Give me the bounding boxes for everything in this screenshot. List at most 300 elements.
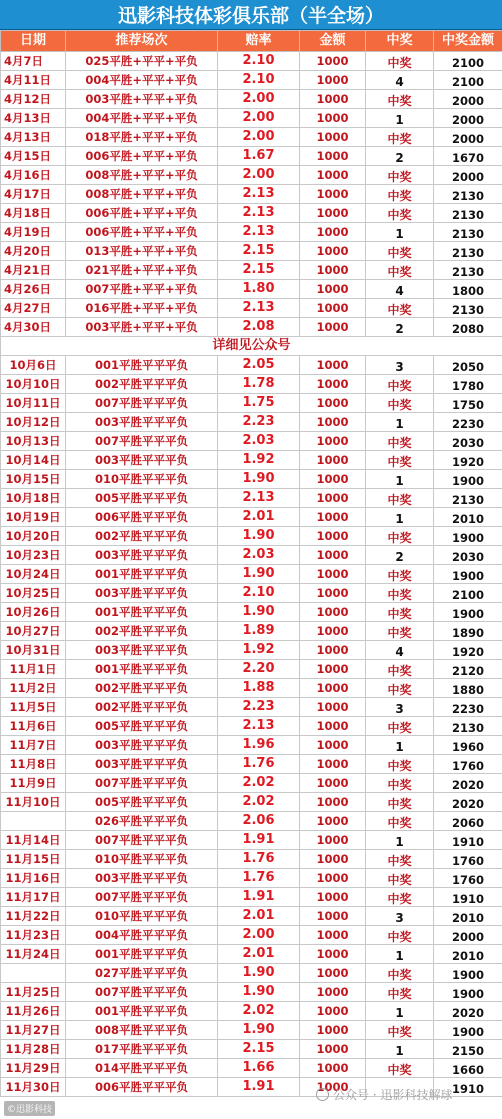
separator-text: 详细见公众号 <box>1 337 502 356</box>
pick-cell: 018平胜+平平+平负 <box>66 128 218 147</box>
table-row <box>1 489 502 508</box>
table-row <box>1 698 502 717</box>
pick-cell: 005平胜平平平负 <box>66 793 218 812</box>
amount-cell: 1000 <box>300 71 366 90</box>
table-row <box>1 356 502 375</box>
amount-cell: 1000 <box>300 432 366 451</box>
hit-cell: 1 <box>366 413 434 432</box>
table-row <box>1 280 502 299</box>
date-cell: 4月11日 <box>1 71 66 90</box>
hit-cell: 1 <box>366 1002 434 1021</box>
odds-cell: 2.10 <box>218 71 300 90</box>
pick-cell: 007平胜平平平负 <box>66 888 218 907</box>
hit-cell: 中奖 <box>366 242 434 261</box>
prize-cell: 2130 <box>434 204 502 223</box>
pick-cell: 013平胜+平平+平负 <box>66 242 218 261</box>
hit-cell: 中奖 <box>366 774 434 793</box>
odds-cell: 1.90 <box>218 565 300 584</box>
date-cell: 11月29日 <box>1 1059 66 1078</box>
odds-cell: 1.76 <box>218 755 300 774</box>
table-row <box>1 679 502 698</box>
hit-cell: 2 <box>366 147 434 166</box>
date-cell: 4月30日 <box>1 318 66 337</box>
hit-cell: 2 <box>366 318 434 337</box>
hit-cell: 中奖 <box>366 622 434 641</box>
date-cell: 11月28日 <box>1 1040 66 1059</box>
prize-cell: 1670 <box>434 147 502 166</box>
hit-cell: 中奖 <box>366 489 434 508</box>
hit-cell: 中奖 <box>366 888 434 907</box>
prize-cell: 1910 <box>434 888 502 907</box>
odds-cell: 1.78 <box>218 375 300 394</box>
amount-cell: 1000 <box>300 584 366 603</box>
date-cell: 11月9日 <box>1 774 66 793</box>
date-cell: 4月20日 <box>1 242 66 261</box>
table-row <box>1 869 502 888</box>
date-cell: 10月11日 <box>1 394 66 413</box>
hit-cell: 中奖 <box>366 603 434 622</box>
date-cell: 11月30日 <box>1 1078 66 1097</box>
header-date: 日期 <box>1 31 66 52</box>
amount-cell: 1000 <box>300 831 366 850</box>
prize-cell: 1760 <box>434 869 502 888</box>
table-row <box>1 223 502 242</box>
prize-cell: 2020 <box>434 1002 502 1021</box>
hit-cell: 1 <box>366 508 434 527</box>
prize-cell: 2230 <box>434 698 502 717</box>
amount-cell: 1000 <box>300 527 366 546</box>
table-row <box>1 793 502 812</box>
odds-cell: 1.90 <box>218 470 300 489</box>
pick-cell: 007平胜平平平负 <box>66 394 218 413</box>
prize-cell: 2000 <box>434 926 502 945</box>
pick-cell: 008平胜+平平+平负 <box>66 185 218 204</box>
hit-cell: 中奖 <box>366 660 434 679</box>
hit-cell: 中奖 <box>366 451 434 470</box>
pick-cell: 008平胜+平平+平负 <box>66 166 218 185</box>
prize-cell: 2130 <box>434 223 502 242</box>
date-cell: 10月20日 <box>1 527 66 546</box>
date-cell: 11月5日 <box>1 698 66 717</box>
date-cell: 10月6日 <box>1 356 66 375</box>
hit-cell: 1 <box>366 945 434 964</box>
table-row <box>1 907 502 926</box>
hit-cell: 1 <box>366 1040 434 1059</box>
amount-cell: 1000 <box>300 850 366 869</box>
amount-cell: 1000 <box>300 888 366 907</box>
date-cell: 4月21日 <box>1 261 66 280</box>
prize-cell: 2130 <box>434 717 502 736</box>
odds-cell: 2.13 <box>218 185 300 204</box>
hit-cell: 中奖 <box>366 793 434 812</box>
table-row <box>1 660 502 679</box>
odds-cell: 2.01 <box>218 945 300 964</box>
prize-cell: 1800 <box>434 280 502 299</box>
amount-cell: 1000 <box>300 242 366 261</box>
pick-cell: 006平胜平平平负 <box>66 1078 218 1097</box>
hit-cell: 1 <box>366 831 434 850</box>
table-row <box>1 147 502 166</box>
odds-cell: 2.10 <box>218 584 300 603</box>
amount-cell: 1000 <box>300 394 366 413</box>
hit-cell: 中奖 <box>366 52 434 71</box>
odds-cell: 2.01 <box>218 508 300 527</box>
header-odds: 赔率 <box>218 31 300 52</box>
table-row <box>1 185 502 204</box>
hit-cell: 1 <box>366 736 434 755</box>
date-cell: 4月19日 <box>1 223 66 242</box>
page-title: 迅影科技体彩俱乐部（半全场） <box>0 0 502 30</box>
date-cell: 11月25日 <box>1 983 66 1002</box>
odds-cell: 1.91 <box>218 831 300 850</box>
pick-cell: 010平胜平平平负 <box>66 907 218 926</box>
pick-cell: 007平胜平平平负 <box>66 831 218 850</box>
pick-cell: 027平胜平平平负 <box>66 964 218 983</box>
prize-cell: 2020 <box>434 793 502 812</box>
odds-cell: 2.13 <box>218 489 300 508</box>
pick-cell: 008平胜平平平负 <box>66 1021 218 1040</box>
prize-cell: 2000 <box>434 128 502 147</box>
prize-cell: 2130 <box>434 489 502 508</box>
hit-cell: 3 <box>366 356 434 375</box>
pick-cell: 004平胜+平平+平负 <box>66 71 218 90</box>
table-row <box>1 1021 502 1040</box>
table-row <box>1 641 502 660</box>
table-row <box>1 52 502 71</box>
pick-cell: 001平胜平平平负 <box>66 945 218 964</box>
table-row <box>1 983 502 1002</box>
table-row <box>1 242 502 261</box>
hit-cell: 中奖 <box>366 299 434 318</box>
odds-cell: 2.08 <box>218 318 300 337</box>
odds-cell: 1.90 <box>218 983 300 1002</box>
prize-cell: 2020 <box>434 774 502 793</box>
table-row <box>1 109 502 128</box>
prize-cell: 2050 <box>434 356 502 375</box>
odds-cell: 1.75 <box>218 394 300 413</box>
date-cell: 10月12日 <box>1 413 66 432</box>
table-row <box>1 1002 502 1021</box>
table-row <box>1 299 502 318</box>
date-cell: 4月17日 <box>1 185 66 204</box>
prize-cell: 1900 <box>434 527 502 546</box>
hit-cell: 2 <box>366 546 434 565</box>
pick-cell: 005平胜平平平负 <box>66 489 218 508</box>
prize-cell: 2030 <box>434 432 502 451</box>
pick-cell: 003平胜平平平负 <box>66 584 218 603</box>
prize-cell: 1880 <box>434 679 502 698</box>
amount-cell: 1000 <box>300 1059 366 1078</box>
date-cell: 10月27日 <box>1 622 66 641</box>
prize-cell: 2100 <box>434 71 502 90</box>
pick-cell: 003平胜平平平负 <box>66 869 218 888</box>
table-row <box>1 128 502 147</box>
amount-cell: 1000 <box>300 679 366 698</box>
prize-cell: 2010 <box>434 945 502 964</box>
odds-cell: 1.89 <box>218 622 300 641</box>
date-cell: 4月12日 <box>1 90 66 109</box>
pick-cell: 004平胜+平平+平负 <box>66 109 218 128</box>
pick-cell: 006平胜平平平负 <box>66 508 218 527</box>
amount-cell: 1000 <box>300 565 366 584</box>
table-row <box>1 603 502 622</box>
amount-cell: 1000 <box>300 375 366 394</box>
table-row <box>1 90 502 109</box>
pick-cell: 002平胜平平平负 <box>66 527 218 546</box>
hit-cell: 中奖 <box>366 565 434 584</box>
odds-cell: 2.23 <box>218 698 300 717</box>
odds-cell: 1.67 <box>218 147 300 166</box>
odds-cell: 2.02 <box>218 774 300 793</box>
prize-cell: 1900 <box>434 565 502 584</box>
pick-cell: 007平胜平平平负 <box>66 774 218 793</box>
prize-cell: 1920 <box>434 451 502 470</box>
header-pick: 推荐场次 <box>66 31 218 52</box>
prize-cell: 1920 <box>434 641 502 660</box>
hit-cell: 中奖 <box>366 527 434 546</box>
table-row <box>1 831 502 850</box>
hit-cell: 中奖 <box>366 185 434 204</box>
separator-row <box>1 337 502 356</box>
table-row <box>1 318 502 337</box>
prize-cell: 1900 <box>434 1021 502 1040</box>
date-cell: 4月15日 <box>1 147 66 166</box>
date-cell: 11月24日 <box>1 945 66 964</box>
date-cell: 11月22日 <box>1 907 66 926</box>
hit-cell: 中奖 <box>366 850 434 869</box>
amount-cell: 1000 <box>300 869 366 888</box>
date-cell: 10月23日 <box>1 546 66 565</box>
amount-cell: 1000 <box>300 926 366 945</box>
hit-cell: 中奖 <box>366 432 434 451</box>
odds-cell: 1.96 <box>218 736 300 755</box>
hit-cell: 中奖 <box>366 964 434 983</box>
table-row <box>1 736 502 755</box>
prize-cell: 2030 <box>434 546 502 565</box>
amount-cell: 1000 <box>300 280 366 299</box>
date-cell: 10月19日 <box>1 508 66 527</box>
prize-cell: 2130 <box>434 261 502 280</box>
date-cell: 11月26日 <box>1 1002 66 1021</box>
pick-cell: 001平胜平平平负 <box>66 356 218 375</box>
prize-cell: 1900 <box>434 983 502 1002</box>
amount-cell: 1000 <box>300 736 366 755</box>
table-row <box>1 774 502 793</box>
pick-cell: 002平胜平平平负 <box>66 698 218 717</box>
amount-cell: 1000 <box>300 489 366 508</box>
table-row <box>1 964 502 983</box>
date-cell: 10月18日 <box>1 489 66 508</box>
amount-cell: 1000 <box>300 299 366 318</box>
amount-cell: 1000 <box>300 109 366 128</box>
hit-cell: 1 <box>366 223 434 242</box>
date-cell <box>1 812 66 831</box>
odds-cell: 2.00 <box>218 166 300 185</box>
hit-cell: 中奖 <box>366 90 434 109</box>
odds-cell: 1.92 <box>218 451 300 470</box>
amount-cell: 1000 <box>300 546 366 565</box>
date-cell: 10月14日 <box>1 451 66 470</box>
prize-cell: 1960 <box>434 736 502 755</box>
hit-cell: 4 <box>366 280 434 299</box>
prize-cell: 2130 <box>434 242 502 261</box>
prize-cell: 2010 <box>434 508 502 527</box>
amount-cell: 1000 <box>300 470 366 489</box>
odds-cell: 2.00 <box>218 128 300 147</box>
pick-cell: 005平胜平平平负 <box>66 717 218 736</box>
table-header-row <box>1 31 502 52</box>
hit-cell: 中奖 <box>366 1021 434 1040</box>
amount-cell: 1000 <box>300 698 366 717</box>
header-amount: 金额 <box>300 31 366 52</box>
prize-cell: 1760 <box>434 850 502 869</box>
pick-cell: 003平胜平平平负 <box>66 546 218 565</box>
pick-cell: 006平胜+平平+平负 <box>66 204 218 223</box>
amount-cell: 1000 <box>300 660 366 679</box>
amount-cell: 1000 <box>300 223 366 242</box>
date-cell: 11月10日 <box>1 793 66 812</box>
prize-cell: 1890 <box>434 622 502 641</box>
prize-cell: 2010 <box>434 907 502 926</box>
date-cell: 11月6日 <box>1 717 66 736</box>
odds-cell: 2.15 <box>218 261 300 280</box>
amount-cell: 1000 <box>300 603 366 622</box>
pick-cell: 010平胜平平平负 <box>66 470 218 489</box>
table-row <box>1 1059 502 1078</box>
amount-cell: 1000 <box>300 907 366 926</box>
pick-cell: 001平胜平平平负 <box>66 565 218 584</box>
date-cell: 4月16日 <box>1 166 66 185</box>
pick-cell: 003平胜平平平负 <box>66 451 218 470</box>
pick-cell: 007平胜+平平+平负 <box>66 280 218 299</box>
pick-cell: 001平胜平平平负 <box>66 603 218 622</box>
pick-cell: 002平胜平平平负 <box>66 679 218 698</box>
pick-cell: 003平胜+平平+平负 <box>66 90 218 109</box>
amount-cell: 1000 <box>300 983 366 1002</box>
prize-cell: 1780 <box>434 375 502 394</box>
header-hit: 中奖 <box>366 31 434 52</box>
date-cell: 4月7日 <box>1 52 66 71</box>
prize-cell: 1910 <box>434 831 502 850</box>
odds-cell: 2.23 <box>218 413 300 432</box>
watermark-right-text: 公众号 · 迅影科技解球 <box>333 1088 453 1102</box>
prize-cell: 2100 <box>434 52 502 71</box>
amount-cell: 1000 <box>300 128 366 147</box>
amount-cell: 1000 <box>300 318 366 337</box>
amount-cell: 1000 <box>300 755 366 774</box>
amount-cell: 1000 <box>300 508 366 527</box>
amount-cell: 1000 <box>300 717 366 736</box>
table-row <box>1 71 502 90</box>
date-cell: 11月23日 <box>1 926 66 945</box>
pick-cell: 025平胜+平平+平负 <box>66 52 218 71</box>
pick-cell: 026平胜平平平负 <box>66 812 218 831</box>
amount-cell: 1000 <box>300 793 366 812</box>
hit-cell: 4 <box>366 641 434 660</box>
amount-cell: 1000 <box>300 641 366 660</box>
pick-cell: 001平胜平平平负 <box>66 1002 218 1021</box>
pick-cell: 006平胜+平平+平负 <box>66 223 218 242</box>
odds-cell: 1.91 <box>218 1078 300 1097</box>
pick-cell: 003平胜平平平负 <box>66 755 218 774</box>
hit-cell: 中奖 <box>366 1059 434 1078</box>
table-row <box>1 261 502 280</box>
amount-cell: 1000 <box>300 204 366 223</box>
table-row <box>1 546 502 565</box>
odds-cell: 1.90 <box>218 527 300 546</box>
odds-cell: 2.02 <box>218 793 300 812</box>
odds-cell: 2.13 <box>218 717 300 736</box>
table-row <box>1 584 502 603</box>
pick-cell: 003平胜+平平+平负 <box>66 318 218 337</box>
table-row <box>1 717 502 736</box>
odds-cell: 2.03 <box>218 546 300 565</box>
table-row <box>1 166 502 185</box>
date-cell: 11月8日 <box>1 755 66 774</box>
hit-cell: 4 <box>366 71 434 90</box>
date-cell: 11月15日 <box>1 850 66 869</box>
amount-cell: 1000 <box>300 90 366 109</box>
hit-cell: 中奖 <box>366 755 434 774</box>
table-row <box>1 850 502 869</box>
prize-cell: 2000 <box>434 90 502 109</box>
amount-cell: 1000 <box>300 166 366 185</box>
table-row <box>1 375 502 394</box>
table-row <box>1 755 502 774</box>
date-cell: 10月10日 <box>1 375 66 394</box>
odds-cell: 1.66 <box>218 1059 300 1078</box>
amount-cell: 1000 <box>300 964 366 983</box>
prize-cell: 2130 <box>434 185 502 204</box>
pick-cell: 002平胜平平平负 <box>66 622 218 641</box>
prize-cell: 2080 <box>434 318 502 337</box>
prize-cell: 2000 <box>434 109 502 128</box>
odds-cell: 2.13 <box>218 204 300 223</box>
amount-cell: 1000 <box>300 622 366 641</box>
date-cell: 4月26日 <box>1 280 66 299</box>
date-cell: 4月13日 <box>1 109 66 128</box>
table-row <box>1 527 502 546</box>
date-cell: 11月27日 <box>1 1021 66 1040</box>
odds-cell: 1.76 <box>218 850 300 869</box>
date-cell: 11月7日 <box>1 736 66 755</box>
prize-cell: 2130 <box>434 299 502 318</box>
odds-cell: 2.05 <box>218 356 300 375</box>
hit-cell: 中奖 <box>366 679 434 698</box>
amount-cell: 1000 <box>300 185 366 204</box>
odds-cell: 2.01 <box>218 907 300 926</box>
prize-cell: 2100 <box>434 584 502 603</box>
pick-cell: 002平胜平平平负 <box>66 375 218 394</box>
amount-cell: 1000 <box>300 261 366 280</box>
odds-cell: 2.10 <box>218 52 300 71</box>
date-cell: 11月1日 <box>1 660 66 679</box>
amount-cell: 1000 <box>300 774 366 793</box>
odds-cell: 2.13 <box>218 223 300 242</box>
date-cell: 10月24日 <box>1 565 66 584</box>
pick-cell: 017平胜平平平负 <box>66 1040 218 1059</box>
amount-cell: 1000 <box>300 356 366 375</box>
prize-cell: 1900 <box>434 470 502 489</box>
odds-cell: 2.00 <box>218 926 300 945</box>
prize-cell: 1760 <box>434 755 502 774</box>
header-prize: 中奖金额 <box>434 31 502 52</box>
table-row <box>1 926 502 945</box>
date-cell: 11月14日 <box>1 831 66 850</box>
table-row <box>1 622 502 641</box>
odds-cell: 1.76 <box>218 869 300 888</box>
table-row <box>1 413 502 432</box>
